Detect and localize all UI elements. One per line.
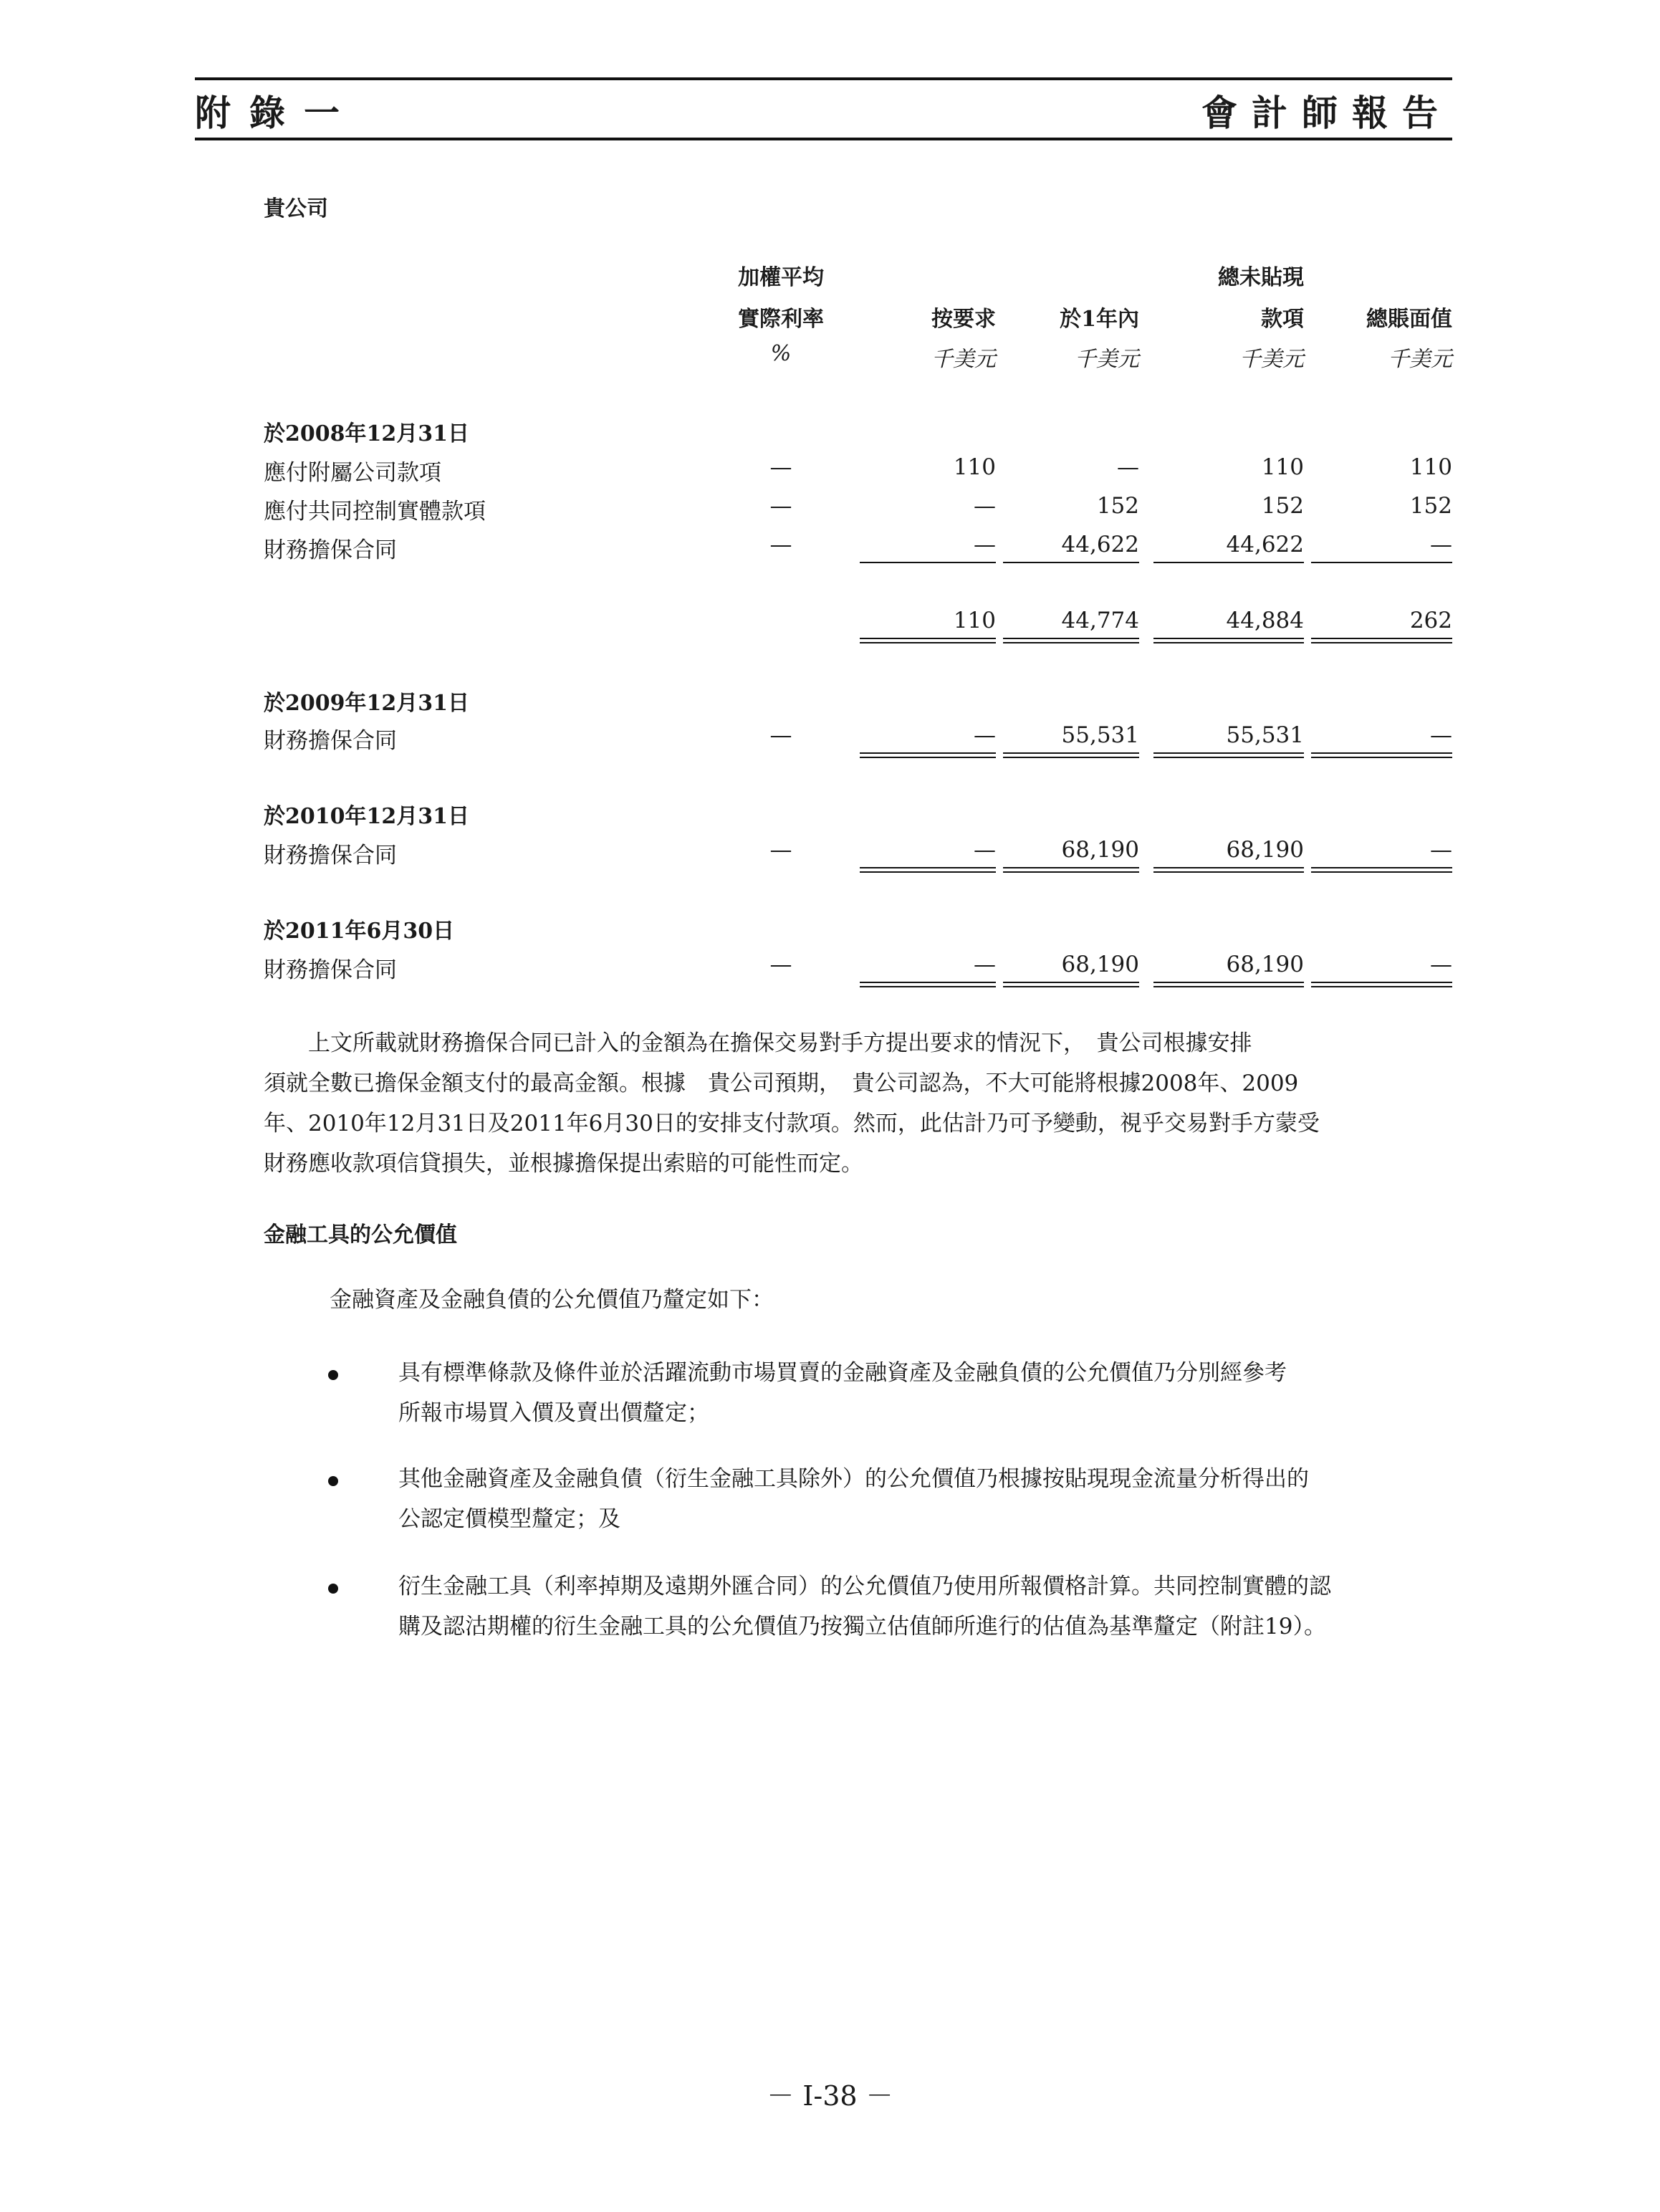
bullet-icon (328, 1370, 338, 1380)
page-number: － I-38 － (767, 2080, 893, 2112)
total-double-rule (1003, 752, 1139, 758)
cell-undiscounted: 110 (1261, 454, 1304, 480)
total-double-rule (1003, 638, 1139, 643)
cell-carrying: — (1430, 722, 1452, 748)
cell-rate: — (769, 493, 792, 519)
total-undiscounted: 44,884 (1226, 608, 1304, 633)
total-double-rule (860, 982, 996, 987)
bullet-line: 衍生金融工具（利率掉期及遠期外匯合同）的公允價值乃使用所報價格計算。共同控制實體的認 (398, 1574, 1331, 1599)
report-title: 會計師報告 (1201, 92, 1452, 134)
subtotal-rule (1003, 562, 1139, 563)
page-header (195, 77, 1452, 142)
total-on-demand: 110 (953, 608, 996, 633)
row-label: 財務擔保合同 (264, 728, 397, 754)
row-label: 應付共同控制實體款項 (264, 499, 486, 525)
cell-carrying: 110 (1409, 454, 1452, 480)
group-date: 於2010年12月31日 (264, 804, 469, 829)
col-header-rate-line2: 實際利率 (738, 307, 824, 332)
cell-undiscounted: 68,190 (1226, 952, 1304, 977)
cell-on-demand: 110 (953, 454, 996, 480)
header-top-rule (195, 77, 1452, 80)
bullet-line: 其他金融資產及金融負債（衍生金融工具除外）的公允價值乃根據按貼現現金流量分析得出的 (398, 1466, 1309, 1492)
fair-value-title: 金融工具的公允價值 (264, 1222, 457, 1248)
cell-on-demand: — (974, 493, 996, 519)
row-label: 應付附屬公司款項 (264, 460, 441, 486)
subtotal-rule (860, 562, 996, 563)
group-date: 於2011年6月30日 (264, 919, 455, 944)
group-date: 於2009年12月31日 (264, 691, 469, 716)
group-date: 於2008年12月31日 (264, 421, 469, 446)
cell-within-1-year: 68,190 (1061, 952, 1139, 977)
row-label: 財務擔保合同 (264, 843, 397, 868)
subtotal-rule (1153, 562, 1304, 563)
cell-carrying: — (1430, 952, 1452, 977)
header-bottom-rule (195, 138, 1452, 140)
total-double-rule (860, 867, 996, 873)
section-title: 貴公司 (264, 196, 328, 221)
cell-undiscounted: 152 (1261, 493, 1304, 519)
total-double-rule (1311, 638, 1452, 643)
col-header-on-demand: 按要求 (931, 307, 996, 332)
total-double-rule (860, 638, 996, 643)
bullet-line: 公認定價模型釐定；及 (398, 1506, 620, 1532)
cell-on-demand: — (974, 532, 996, 557)
cell-rate: — (769, 952, 792, 977)
total-double-rule (1311, 982, 1452, 987)
fair-value-intro: 金融資產及金融負債的公允價值乃釐定如下： (330, 1287, 774, 1313)
col-unit-on-demand: 千美元 (931, 347, 996, 372)
col-header-carrying-amount: 總賬面值 (1366, 307, 1452, 332)
total-double-rule (1003, 867, 1139, 873)
col-header-undiscounted-line2: 款項 (1261, 307, 1304, 332)
cell-rate: — (769, 837, 792, 863)
bullet-line: 購及認沽期權的衍生金融工具的公允價值乃按獨立估值師所進行的估值為基準釐定（附註19）。 (398, 1614, 1326, 1639)
cell-rate: — (769, 454, 792, 480)
col-header-within-1-year: 於1年內 (1060, 307, 1139, 332)
cell-within-1-year: 55,531 (1061, 722, 1139, 748)
total-double-rule (1153, 752, 1304, 758)
bullet-line: 所報市場買入價及賣出價釐定； (398, 1400, 709, 1426)
paragraph-line: 財務應收款項信貸損失，並根據擔保提出索賠的可能性而定。 (264, 1151, 863, 1177)
total-double-rule (1311, 752, 1452, 758)
cell-within-1-year: 44,622 (1061, 532, 1139, 557)
total-carrying: 262 (1409, 608, 1452, 633)
cell-within-1-year: 152 (1096, 493, 1139, 519)
cell-carrying: 152 (1409, 493, 1452, 519)
total-double-rule (1003, 982, 1139, 987)
cell-carrying: — (1430, 532, 1452, 557)
total-double-rule (1153, 638, 1304, 643)
col-unit-carrying-amount: 千美元 (1388, 347, 1452, 372)
cell-on-demand: — (974, 952, 996, 977)
total-double-rule (1311, 867, 1452, 873)
cell-on-demand: — (974, 722, 996, 748)
cell-undiscounted: 44,622 (1226, 532, 1304, 557)
paragraph-line: 年、2010年12月31日及2011年6月30日的安排支付款項。然而，此估計乃可予變動，視乎交易對手方蒙受 (264, 1111, 1320, 1136)
cell-undiscounted: 55,531 (1226, 722, 1304, 748)
total-double-rule (1153, 982, 1304, 987)
subtotal-rule (1311, 562, 1452, 563)
bullet-icon (328, 1476, 338, 1486)
appendix-label: 附錄一 (195, 92, 358, 134)
cell-carrying: — (1430, 837, 1452, 863)
col-header-undiscounted-line1: 總未貼現 (1218, 265, 1304, 290)
cell-rate: — (769, 532, 792, 557)
bullet-line: 具有標準條款及條件並於活躍流動市場買賣的金融資產及金融負債的公允價值乃分別經參考 (398, 1360, 1287, 1386)
paragraph-line: 須就全數已擔保金額支付的最高金額。根據 貴公司預期， 貴公司認為，不大可能將根據2008年、2009 (264, 1071, 1299, 1096)
total-within-1-year: 44,774 (1061, 608, 1139, 633)
total-double-rule (860, 752, 996, 758)
row-label: 財務擔保合同 (264, 957, 397, 983)
paragraph-line: 上文所載就財務擔保合同已計入的金額為在擔保交易對手方提出要求的情況下， 貴公司根據安排 (264, 1030, 1252, 1056)
row-label: 財務擔保合同 (264, 537, 397, 563)
cell-within-1-year: — (1117, 454, 1139, 480)
cell-within-1-year: 68,190 (1061, 837, 1139, 863)
cell-rate: — (769, 722, 792, 748)
col-unit-within-1-year: 千美元 (1075, 347, 1139, 372)
col-unit-rate: % (770, 341, 792, 366)
total-double-rule (1153, 867, 1304, 873)
bullet-icon (328, 1584, 338, 1594)
col-header-rate-line1: 加權平均 (738, 265, 824, 290)
cell-on-demand: — (974, 837, 996, 863)
col-unit-undiscounted: 千美元 (1239, 347, 1304, 372)
cell-undiscounted: 68,190 (1226, 837, 1304, 863)
